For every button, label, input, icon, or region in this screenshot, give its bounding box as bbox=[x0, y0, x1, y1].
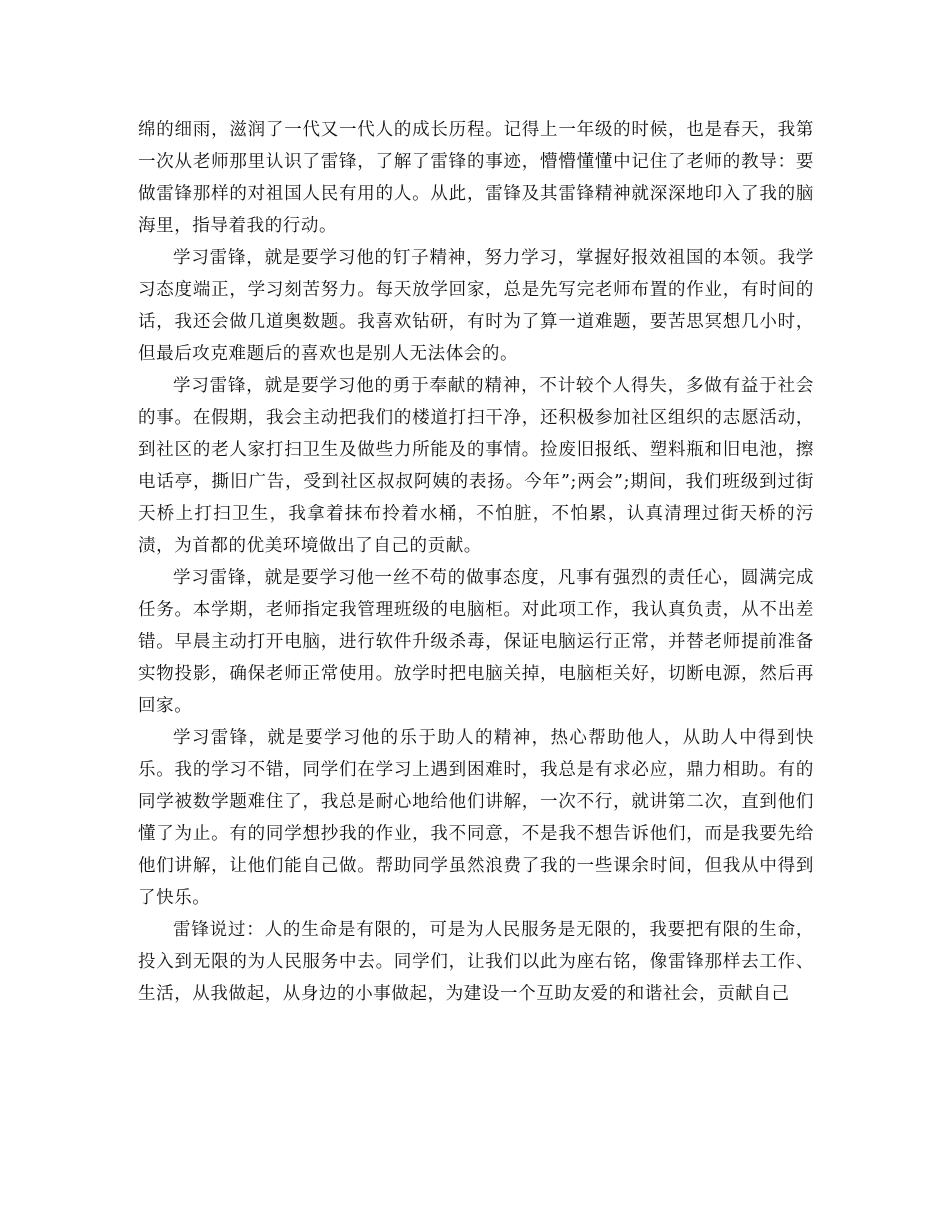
document-body bbox=[138, 114, 814, 1010]
paragraph-5: 学习雷锋，就是要学习他的乐于助人的精神，热心帮助他人，从助人中得到快乐。我的学习不错，同学们在学习上遇到困难时，我总是有求必应，鼎力相助。有的同学被数学题难住了，我总是耐心地给他们讲解，一次不行，就讲第二次，直到他们懂了为止。有的同学想抄我的作业，我不同意，不是我不想告诉他们，而是我要先给他们讲解，让他们能自己做。帮助同学虽然浪费了我的一些课余时间，但我从中得到了快乐。 bbox=[138, 728, 814, 908]
paragraph-1: 绵的细雨，滋润了一代又一代人的成长历程。记得上一年级的时候，也是春天，我第一次从老师那里认识了雷锋，了解了雷锋的事迹，懵懵懂懂中记住了老师的教导：要做雷锋那样的对祖国人民有用的人。从此，雷锋及其雷锋精神就深深地印入了我的脑海里，指导着我的行动。 bbox=[138, 120, 814, 236]
paragraph-6: 雷锋说过：人的生命是有限的，可是为人民服务是无限的，我要把有限的生命，投入到无限的为人民服务中去。同学们，让我们以此为座右铭，像雷锋那样去工作、生活，从我做起，从身边的小事做起，为建设一个互助友爱的和谐社会，贡献自己 bbox=[138, 920, 814, 1004]
paragraph-4: 学习雷锋，就是要学习他一丝不苟的做事态度，凡事有强烈的责任心，圆满完成任务。本学期，老师指定我管理班级的电脑柜。对此项工作，我认真负责，从不出差错。早晨主动打开电脑，进行软件升级杀毒，保证电脑运行正常，并替老师提前准备实物投影，确保老师正常使用。放学时把电脑关掉，电脑柜关好，切断电源，然后再回家。 bbox=[138, 568, 814, 716]
paragraph-2: 学习雷锋，就是要学习他的钉子精神，努力学习，掌握好报效祖国的本领。我学习态度端正，学习刻苦努力。每天放学回家，总是先写完老师布置的作业，有时间的话，我还会做几道奥数题。我喜欢钻研，有时为了算一道难题，要苦思冥想几小时，但最后攻克难题后的喜欢也是别人无法体会的。 bbox=[138, 248, 814, 364]
paragraph-3: 学习雷锋，就是要学习他的勇于奉献的精神，不计较个人得失，多做有益于社会的事。在假期，我会主动把我们的楼道打扫干净，还积极参加社区组织的志愿活动，到社区的老人家打扫卫生及做些力所能及的事情。捡废旧报纸、塑料瓶和旧电池，擦电话亭，撕旧广告，受到社区叔叔阿姨的表扬。今年”;两会”;期间，我们班级到过街天桥上打扫卫生，我拿着抹布拎着水桶，不怕脏，不怕累，认真清理过街天桥的污渍，为首都的优美环境做出了自己的贡献。 bbox=[138, 376, 814, 556]
